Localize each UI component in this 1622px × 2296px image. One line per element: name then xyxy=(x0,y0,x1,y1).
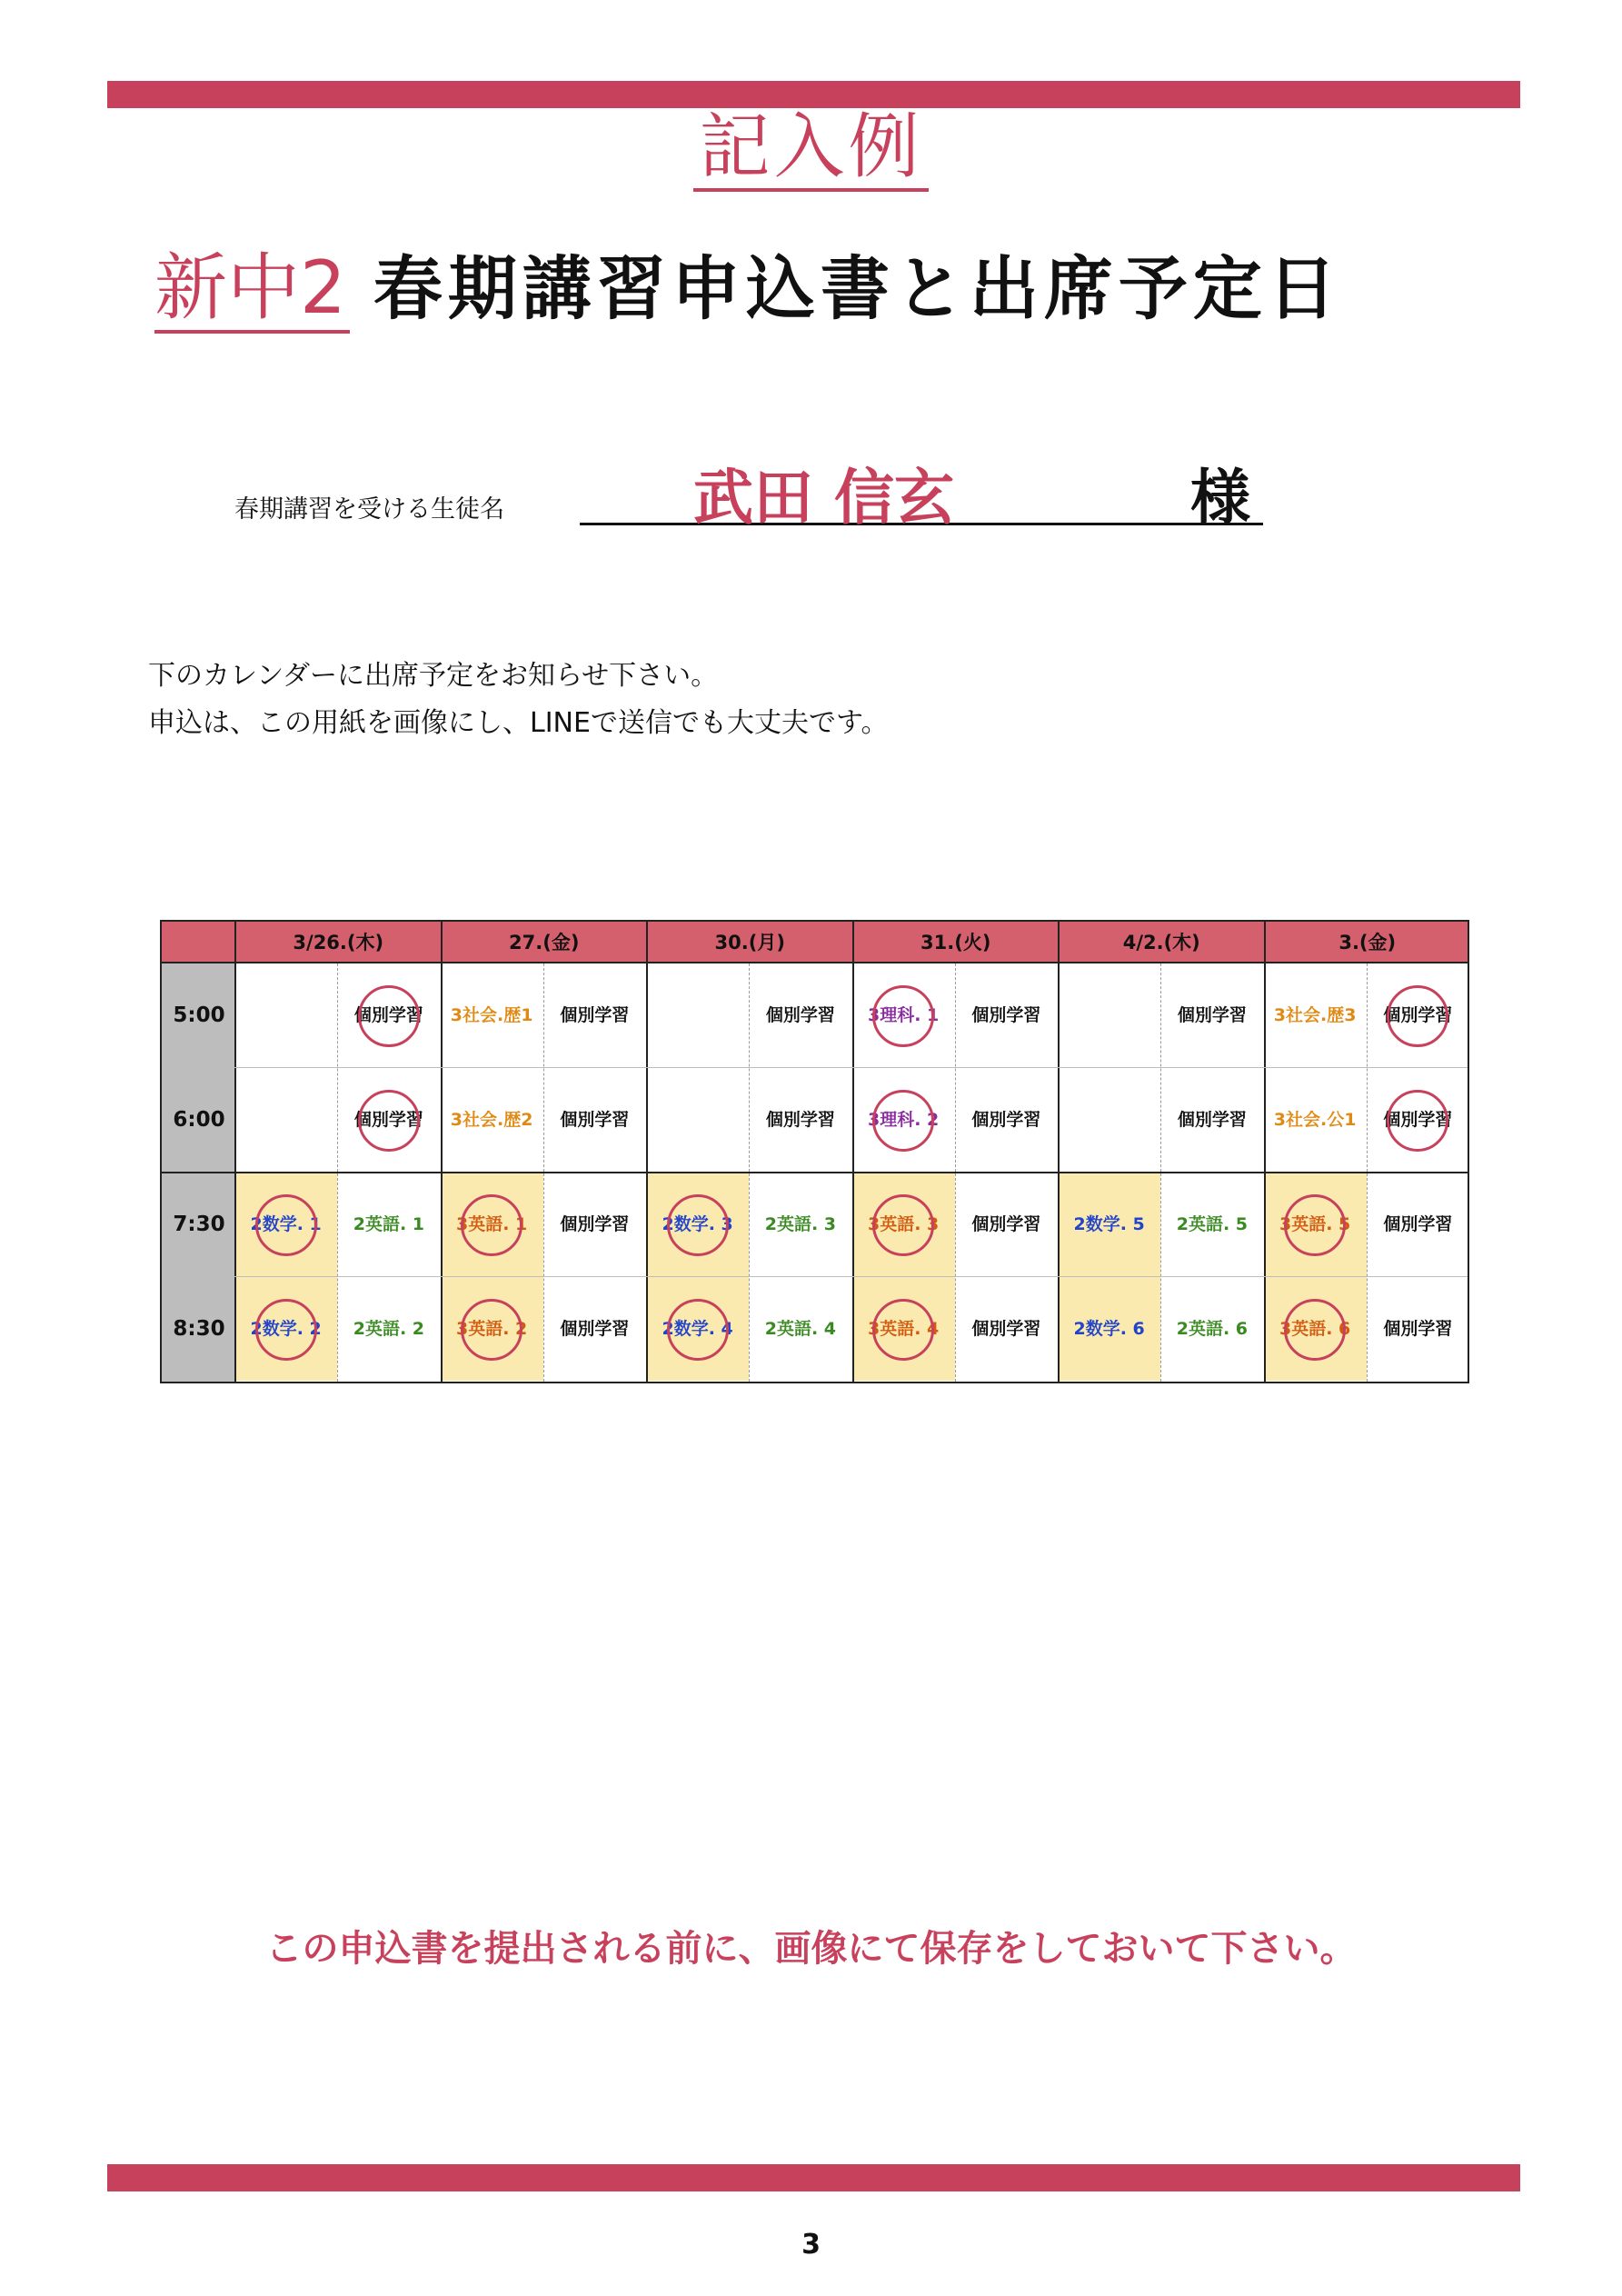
day-header: 31.(火) xyxy=(852,922,1059,963)
honorific: 様 xyxy=(1190,463,1250,533)
schedule-cell[interactable]: 個別学習 xyxy=(1177,1110,1247,1130)
schedule-cell[interactable]: 個別学習 xyxy=(560,1005,630,1025)
attendance-circle-mark xyxy=(1387,1090,1448,1152)
attendance-circle-mark xyxy=(358,985,420,1047)
calendar-grid xyxy=(234,963,1469,1383)
schedule-cell[interactable]: 3英語. 1 xyxy=(441,1173,543,1276)
form-title xyxy=(154,229,1468,334)
schedule-cell[interactable]: 2数学. 4 xyxy=(646,1277,749,1381)
schedule-cell[interactable]: 個別学習 xyxy=(1177,1005,1247,1025)
time-column xyxy=(160,963,234,1383)
instruction-line-2: 申込は、この用紙を画像にし、LINEで送信でも大丈夫です。 xyxy=(148,707,889,739)
schedule-cell[interactable] xyxy=(1058,1068,1160,1172)
time-row-divider xyxy=(162,1276,234,1277)
time-row-divider xyxy=(162,1067,234,1068)
attendance-circle-mark xyxy=(1284,1299,1346,1361)
schedule-cell[interactable]: 個別学習 xyxy=(765,1005,835,1025)
attendance-circle-mark xyxy=(255,1194,317,1256)
schedule-cell[interactable] xyxy=(234,1068,337,1172)
attendance-circle-mark xyxy=(1387,985,1448,1047)
student-name-label: 春期講習を受ける生徒名 xyxy=(234,495,504,524)
grade-label: 新中2 xyxy=(154,245,350,334)
attendance-circle-mark xyxy=(461,1194,522,1256)
schedule-cell[interactable]: 個別学習 xyxy=(353,1110,423,1130)
schedule-cell[interactable]: 個別学習 xyxy=(1383,1214,1453,1234)
schedule-cell[interactable]: 個別学習 xyxy=(971,1319,1041,1339)
time-slot-label: 6:00 xyxy=(173,1108,225,1132)
schedule-cell[interactable]: 個別学習 xyxy=(765,1110,835,1130)
attendance-circle-mark xyxy=(872,1090,934,1152)
schedule-cell[interactable]: 個別学習 xyxy=(971,1005,1041,1025)
calendar-header-row xyxy=(160,920,1469,963)
attendance-circle-mark xyxy=(872,1299,934,1361)
schedule-cell[interactable]: 3社会.歴2 xyxy=(450,1110,533,1130)
schedule-cell[interactable]: 個別学習 xyxy=(560,1319,630,1339)
bottom-accent-bar xyxy=(107,2164,1520,2191)
schedule-cell[interactable] xyxy=(646,963,749,1067)
time-slot-label: 5:00 xyxy=(173,1003,225,1027)
time-row-divider xyxy=(162,1172,234,1173)
schedule-cell[interactable]: 個別学習 xyxy=(1383,1005,1453,1025)
schedule-cell[interactable] xyxy=(1058,963,1160,1067)
day-header: 4/2.(木) xyxy=(1058,922,1264,963)
day-header: 3.(金) xyxy=(1264,922,1470,963)
schedule-cell[interactable]: 3英語. 6 xyxy=(1264,1277,1367,1381)
attendance-circle-mark xyxy=(255,1299,317,1361)
schedule-cell[interactable]: 3社会.歴1 xyxy=(450,1005,533,1025)
attendance-circle-mark xyxy=(872,985,934,1047)
example-label: 記入例 xyxy=(693,106,928,192)
schedule-cell[interactable]: 個別学習 xyxy=(971,1214,1041,1234)
schedule-cell[interactable]: 2英語. 2 xyxy=(353,1319,425,1339)
attendance-circle-mark xyxy=(667,1194,729,1256)
attendance-circle-mark xyxy=(461,1299,522,1361)
row-divider xyxy=(234,1276,1468,1277)
schedule-cell[interactable]: 3社会.公1 xyxy=(1273,1110,1357,1130)
day-header: 27.(金) xyxy=(441,922,647,963)
example-heading xyxy=(0,107,1622,189)
schedule-cell[interactable]: 2数学. 2 xyxy=(234,1277,337,1381)
time-slot-label: 8:30 xyxy=(173,1317,225,1341)
schedule-cell[interactable] xyxy=(234,963,337,1067)
schedule-cell[interactable]: 2数学. 5 xyxy=(1058,1173,1160,1276)
row-divider xyxy=(234,1172,1468,1173)
schedule-cell[interactable]: 3理科. 2 xyxy=(867,1110,940,1130)
attendance-circle-mark xyxy=(667,1299,729,1361)
title-text: 春期講習申込書と出席予定日 xyxy=(373,248,1342,329)
schedule-cell[interactable]: 2英語. 5 xyxy=(1176,1214,1249,1234)
schedule-cell[interactable]: 個別学習 xyxy=(560,1214,630,1234)
schedule-cell[interactable]: 個別学習 xyxy=(560,1110,630,1130)
schedule-cell[interactable]: 2数学. 3 xyxy=(646,1173,749,1276)
schedule-cell[interactable]: 2英語. 4 xyxy=(764,1319,837,1339)
attendance-calendar xyxy=(160,920,1469,1383)
schedule-cell[interactable] xyxy=(646,1068,749,1172)
schedule-cell[interactable]: 3英語. 4 xyxy=(852,1277,955,1381)
page-number: 3 xyxy=(801,2229,821,2261)
schedule-cell[interactable]: 3英語. 3 xyxy=(852,1173,955,1276)
schedule-cell[interactable]: 2数学. 6 xyxy=(1058,1277,1160,1381)
time-slot-label: 7:30 xyxy=(173,1213,225,1236)
schedule-cell[interactable]: 3英語. 5 xyxy=(1264,1173,1367,1276)
student-name-row xyxy=(234,447,1325,533)
schedule-cell[interactable]: 3英語. 2 xyxy=(441,1277,543,1381)
instructions xyxy=(148,653,889,747)
schedule-cell[interactable]: 個別学習 xyxy=(1383,1319,1453,1339)
attendance-circle-mark xyxy=(358,1090,420,1152)
day-header: 30.(月) xyxy=(646,922,852,963)
schedule-cell[interactable]: 個別学習 xyxy=(1383,1110,1453,1130)
save-reminder-note: この申込書を提出される前に、画像にて保存をしておいて下さい。 xyxy=(265,1928,1357,1970)
instruction-line-1: 下のカレンダーに出席予定をお知らせ下さい。 xyxy=(148,660,719,692)
schedule-cell[interactable]: 2数学. 1 xyxy=(234,1173,337,1276)
attendance-circle-mark xyxy=(1284,1194,1346,1256)
row-divider xyxy=(234,1067,1468,1068)
top-accent-bar xyxy=(107,81,1520,108)
student-name-value: 武田 信玄 xyxy=(693,463,954,533)
schedule-cell[interactable]: 2英語. 3 xyxy=(764,1214,837,1234)
schedule-cell[interactable]: 2英語. 1 xyxy=(353,1214,425,1234)
day-header: 3/26.(木) xyxy=(234,922,441,963)
attendance-circle-mark xyxy=(872,1194,934,1256)
schedule-cell[interactable]: 2英語. 6 xyxy=(1176,1319,1249,1339)
schedule-cell[interactable]: 個別学習 xyxy=(971,1110,1041,1130)
schedule-cell[interactable]: 3社会.歴3 xyxy=(1273,1005,1357,1025)
schedule-cell[interactable]: 3理科. 1 xyxy=(867,1005,940,1025)
schedule-cell[interactable]: 個別学習 xyxy=(353,1005,423,1025)
